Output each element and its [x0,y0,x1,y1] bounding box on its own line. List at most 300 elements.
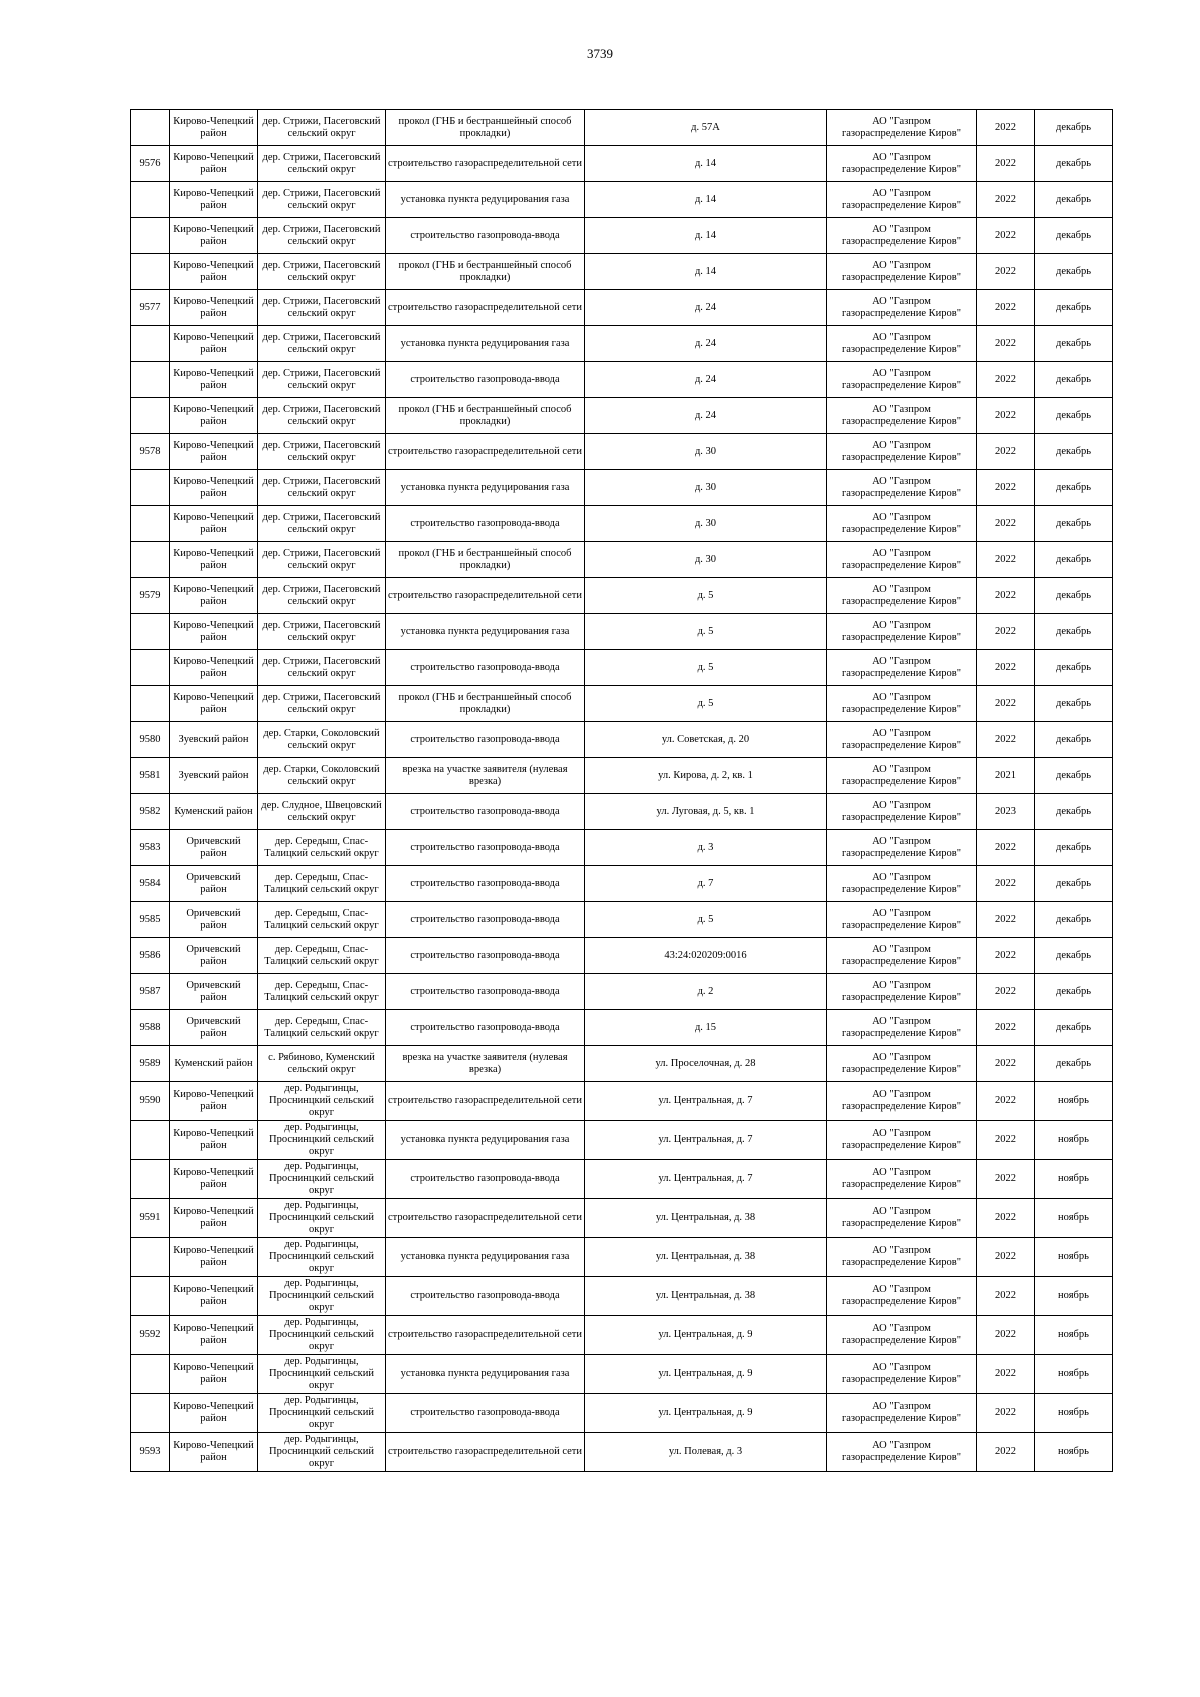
cell-month: декабрь [1035,1010,1113,1046]
cell-district: Кирово-Чепецкий район [170,470,258,506]
cell-year: 2022 [977,146,1035,182]
cell-district: Кирово-Чепецкий район [170,326,258,362]
cell-organization: АО "Газпром газораспределение Киров" [827,1082,977,1121]
cell-month: декабрь [1035,614,1113,650]
cell-number [131,1394,170,1433]
cell-district: Кирово-Чепецкий район [170,578,258,614]
cell-locality: дер. Родыгинцы, Проснинцкий сельский округ [258,1160,386,1199]
table-row [131,866,1113,902]
cell-work-type: установка пункта редуцирования газа [386,182,585,218]
cell-year: 2022 [977,938,1035,974]
cell-locality: дер. Стрижи, Пасеговский сельский округ [258,650,386,686]
cell-address: ул. Проселочная, д. 28 [585,1046,827,1082]
cell-organization: АО "Газпром газораспределение Киров" [827,326,977,362]
cell-work-type: строительство газопровода-ввода [386,830,585,866]
cell-address: ул. Луговая, д. 5, кв. 1 [585,794,827,830]
cell-month: декабрь [1035,578,1113,614]
cell-organization: АО "Газпром газораспределение Киров" [827,1199,977,1238]
cell-work-type: прокол (ГНБ и бестраншейный способ прокладки) [386,398,585,434]
cell-organization: АО "Газпром газораспределение Киров" [827,794,977,830]
cell-address: д. 2 [585,974,827,1010]
cell-month: ноябрь [1035,1121,1113,1160]
cell-district: Оричевский район [170,866,258,902]
table-row [131,1121,1113,1160]
cell-locality: дер. Стрижи, Пасеговский сельский округ [258,110,386,146]
cell-number: 9585 [131,902,170,938]
table-row [131,1433,1113,1472]
cell-month: декабрь [1035,974,1113,1010]
cell-month: декабрь [1035,398,1113,434]
cell-year: 2022 [977,506,1035,542]
cell-locality: дер. Середыш, Спас-Талицкий сельский округ [258,1010,386,1046]
cell-address: д. 14 [585,182,827,218]
cell-month: декабрь [1035,938,1113,974]
cell-work-type: строительство газопровода-ввода [386,1010,585,1046]
cell-month: декабрь [1035,326,1113,362]
cell-work-type: строительство газораспределительной сети [386,434,585,470]
cell-organization: АО "Газпром газораспределение Киров" [827,1121,977,1160]
cell-work-type: строительство газопровода-ввода [386,866,585,902]
cell-address: д. 30 [585,434,827,470]
cell-locality: дер. Стрижи, Пасеговский сельский округ [258,146,386,182]
cell-work-type: установка пункта редуцирования газа [386,470,585,506]
cell-locality: дер. Старки, Соколовский сельский округ [258,722,386,758]
cell-year: 2022 [977,542,1035,578]
cell-organization: АО "Газпром газораспределение Киров" [827,1355,977,1394]
cell-locality: дер. Родыгинцы, Проснинцкий сельский округ [258,1316,386,1355]
cell-work-type: строительство газопровода-ввода [386,974,585,1010]
cell-organization: АО "Газпром газораспределение Киров" [827,218,977,254]
cell-locality: дер. Стрижи, Пасеговский сельский округ [258,578,386,614]
cell-year: 2022 [977,830,1035,866]
cell-locality: дер. Стрижи, Пасеговский сельский округ [258,290,386,326]
cell-year: 2022 [977,578,1035,614]
cell-address: ул. Центральная, д. 9 [585,1394,827,1433]
cell-district: Кирово-Чепецкий район [170,1160,258,1199]
cell-work-type: строительство газораспределительной сети [386,1433,585,1472]
cell-locality: дер. Родыгинцы, Проснинцкий сельский округ [258,1199,386,1238]
cell-year: 2022 [977,1355,1035,1394]
cell-number: 9586 [131,938,170,974]
table-row [131,218,1113,254]
cell-work-type: установка пункта редуцирования газа [386,326,585,362]
cell-address: ул. Центральная, д. 7 [585,1121,827,1160]
cell-work-type: врезка на участке заявителя (нулевая врезка) [386,1046,585,1082]
table-row [131,182,1113,218]
cell-organization: АО "Газпром газораспределение Киров" [827,686,977,722]
cell-year: 2022 [977,1082,1035,1121]
table-row [131,758,1113,794]
cell-address: д. 5 [585,686,827,722]
cell-year: 2022 [977,290,1035,326]
cell-number [131,650,170,686]
table-row [131,290,1113,326]
cell-work-type: строительство газопровода-ввода [386,938,585,974]
table-row [131,614,1113,650]
cell-organization: АО "Газпром газораспределение Киров" [827,146,977,182]
cell-address: д. 30 [585,506,827,542]
cell-organization: АО "Газпром газораспределение Киров" [827,1010,977,1046]
cell-district: Кирово-Чепецкий район [170,1394,258,1433]
cell-number [131,218,170,254]
cell-number: 9593 [131,1433,170,1472]
cell-number: 9579 [131,578,170,614]
cell-number [131,1277,170,1316]
cell-organization: АО "Газпром газораспределение Киров" [827,542,977,578]
cell-month: декабрь [1035,434,1113,470]
cell-district: Кирово-Чепецкий район [170,1238,258,1277]
cell-organization: АО "Газпром газораспределение Киров" [827,1160,977,1199]
cell-number [131,398,170,434]
cell-district: Кирово-Чепецкий район [170,110,258,146]
cell-work-type: установка пункта редуцирования газа [386,1121,585,1160]
cell-month: декабрь [1035,110,1113,146]
cell-year: 2022 [977,434,1035,470]
cell-district: Зуевский район [170,722,258,758]
cell-organization: АО "Газпром газораспределение Киров" [827,866,977,902]
cell-number: 9578 [131,434,170,470]
cell-month: ноябрь [1035,1316,1113,1355]
cell-organization: АО "Газпром газораспределение Киров" [827,650,977,686]
cell-locality: дер. Стрижи, Пасеговский сельский округ [258,326,386,362]
cell-number: 9589 [131,1046,170,1082]
table-row [131,1394,1113,1433]
cell-district: Зуевский район [170,758,258,794]
cell-number [131,326,170,362]
cell-address: ул. Центральная, д. 38 [585,1277,827,1316]
cell-work-type: установка пункта редуцирования газа [386,1238,585,1277]
cell-year: 2022 [977,326,1035,362]
cell-locality: дер. Стрижи, Пасеговский сельский округ [258,362,386,398]
cell-year: 2021 [977,758,1035,794]
cell-organization: АО "Газпром газораспределение Киров" [827,758,977,794]
cell-address: д. 5 [585,902,827,938]
cell-work-type: установка пункта редуцирования газа [386,1355,585,1394]
cell-organization: АО "Газпром газораспределение Киров" [827,1238,977,1277]
cell-month: ноябрь [1035,1277,1113,1316]
cell-work-type: строительство газопровода-ввода [386,1394,585,1433]
cell-locality: дер. Родыгинцы, Проснинцкий сельский округ [258,1121,386,1160]
cell-month: декабрь [1035,830,1113,866]
cell-organization: АО "Газпром газораспределение Киров" [827,110,977,146]
cell-year: 2022 [977,1199,1035,1238]
cell-organization: АО "Газпром газораспределение Киров" [827,470,977,506]
table-row [131,398,1113,434]
cell-number: 9591 [131,1199,170,1238]
cell-year: 2022 [977,182,1035,218]
cell-address: д. 7 [585,866,827,902]
cell-work-type: строительство газораспределительной сети [386,1316,585,1355]
table-row [131,1160,1113,1199]
cell-district: Кирово-Чепецкий район [170,650,258,686]
cell-work-type: строительство газораспределительной сети [386,1199,585,1238]
cell-number: 9584 [131,866,170,902]
cell-month: декабрь [1035,686,1113,722]
cell-month: ноябрь [1035,1355,1113,1394]
cell-organization: АО "Газпром газораспределение Киров" [827,290,977,326]
cell-organization: АО "Газпром газораспределение Киров" [827,1277,977,1316]
cell-number: 9587 [131,974,170,1010]
cell-work-type: строительство газораспределительной сети [386,1082,585,1121]
cell-month: декабрь [1035,794,1113,830]
cell-work-type: прокол (ГНБ и бестраншейный способ прокладки) [386,254,585,290]
cell-district: Кирово-Чепецкий район [170,1355,258,1394]
cell-work-type: строительство газопровода-ввода [386,362,585,398]
cell-locality: дер. Середыш, Спас-Талицкий сельский округ [258,938,386,974]
table-row [131,1199,1113,1238]
cell-month: декабрь [1035,362,1113,398]
cell-work-type: строительство газораспределительной сети [386,578,585,614]
cell-district: Кирово-Чепецкий район [170,1433,258,1472]
cell-month: декабрь [1035,902,1113,938]
cell-month: ноябрь [1035,1238,1113,1277]
cell-number [131,110,170,146]
cell-month: декабрь [1035,506,1113,542]
cell-district: Кирово-Чепецкий район [170,290,258,326]
cell-locality: дер. Стрижи, Пасеговский сельский округ [258,614,386,650]
cell-number [131,1121,170,1160]
table-row [131,974,1113,1010]
cell-month: декабрь [1035,722,1113,758]
cell-organization: АО "Газпром газораспределение Киров" [827,938,977,974]
cell-work-type: строительство газопровода-ввода [386,1160,585,1199]
cell-district: Кирово-Чепецкий район [170,542,258,578]
cell-year: 2022 [977,398,1035,434]
cell-work-type: строительство газопровода-ввода [386,1277,585,1316]
cell-address: д. 5 [585,614,827,650]
cell-district: Куменский район [170,794,258,830]
cell-month: декабрь [1035,182,1113,218]
cell-locality: дер. Стрижи, Пасеговский сельский округ [258,182,386,218]
cell-organization: АО "Газпром газораспределение Киров" [827,614,977,650]
table-body [131,110,1113,1472]
table-row [131,902,1113,938]
cell-work-type: строительство газораспределительной сети [386,146,585,182]
cell-address: д. 15 [585,1010,827,1046]
cell-address: д. 3 [585,830,827,866]
cell-locality: дер. Родыгинцы, Проснинцкий сельский округ [258,1082,386,1121]
cell-address: ул. Советская, д. 20 [585,722,827,758]
cell-work-type: строительство газопровода-ввода [386,794,585,830]
cell-work-type: установка пункта редуцирования газа [386,614,585,650]
cell-address: д. 24 [585,398,827,434]
cell-month: ноябрь [1035,1394,1113,1433]
cell-number [131,506,170,542]
table-row [131,326,1113,362]
cell-number [131,1238,170,1277]
cell-work-type: строительство газопровода-ввода [386,722,585,758]
cell-address: 43:24:020209:0016 [585,938,827,974]
cell-month: ноябрь [1035,1082,1113,1121]
cell-number [131,470,170,506]
cell-address: д. 14 [585,254,827,290]
cell-month: ноябрь [1035,1433,1113,1472]
cell-organization: АО "Газпром газораспределение Киров" [827,1316,977,1355]
cell-locality: дер. Стрижи, Пасеговский сельский округ [258,686,386,722]
cell-year: 2022 [977,974,1035,1010]
cell-number: 9582 [131,794,170,830]
cell-organization: АО "Газпром газораспределение Киров" [827,362,977,398]
cell-district: Оричевский район [170,1010,258,1046]
table-row [131,362,1113,398]
cell-number [131,182,170,218]
table-row [131,938,1113,974]
cell-district: Оричевский район [170,938,258,974]
cell-month: декабрь [1035,254,1113,290]
cell-month: декабрь [1035,146,1113,182]
gas-works-table [130,109,1113,1472]
table-row [131,146,1113,182]
cell-work-type: строительство газопровода-ввода [386,218,585,254]
cell-year: 2022 [977,1010,1035,1046]
cell-year: 2022 [977,1121,1035,1160]
cell-number [131,1160,170,1199]
cell-number [131,1355,170,1394]
table-row [131,1316,1113,1355]
cell-locality: дер. Родыгинцы, Проснинцкий сельский округ [258,1394,386,1433]
cell-address: д. 24 [585,362,827,398]
cell-district: Кирово-Чепецкий район [170,1316,258,1355]
page-number: 3739 [587,46,613,61]
cell-address: д. 5 [585,650,827,686]
cell-district: Оричевский район [170,974,258,1010]
cell-month: декабрь [1035,218,1113,254]
cell-locality: дер. Родыгинцы, Проснинцкий сельский округ [258,1355,386,1394]
cell-year: 2022 [977,1394,1035,1433]
cell-year: 2022 [977,1238,1035,1277]
cell-number: 9581 [131,758,170,794]
cell-month: ноябрь [1035,1160,1113,1199]
cell-month: ноябрь [1035,1199,1113,1238]
cell-organization: АО "Газпром газораспределение Киров" [827,1394,977,1433]
table-row [131,254,1113,290]
cell-number: 9580 [131,722,170,758]
cell-address: ул. Кирова, д. 2, кв. 1 [585,758,827,794]
cell-address: д. 57А [585,110,827,146]
cell-number [131,614,170,650]
cell-number [131,686,170,722]
cell-district: Кирово-Чепецкий район [170,686,258,722]
cell-year: 2022 [977,362,1035,398]
cell-locality: дер. Середыш, Спас-Талицкий сельский округ [258,866,386,902]
cell-year: 2022 [977,650,1035,686]
cell-number: 9588 [131,1010,170,1046]
cell-year: 2022 [977,218,1035,254]
cell-year: 2022 [977,254,1035,290]
cell-address: д. 14 [585,218,827,254]
cell-organization: АО "Газпром газораспределение Киров" [827,722,977,758]
cell-address: ул. Центральная, д. 9 [585,1316,827,1355]
table-row [131,686,1113,722]
cell-locality: дер. Стрижи, Пасеговский сельский округ [258,218,386,254]
cell-locality: дер. Стрижи, Пасеговский сельский округ [258,398,386,434]
cell-district: Кирово-Чепецкий район [170,1199,258,1238]
cell-district: Кирово-Чепецкий район [170,1082,258,1121]
cell-address: ул. Центральная, д. 7 [585,1082,827,1121]
cell-number: 9592 [131,1316,170,1355]
table-row [131,794,1113,830]
cell-address: ул. Центральная, д. 38 [585,1238,827,1277]
cell-locality: дер. Середыш, Спас-Талицкий сельский округ [258,830,386,866]
cell-number: 9576 [131,146,170,182]
cell-locality: дер. Середыш, Спас-Талицкий сельский округ [258,902,386,938]
cell-work-type: врезка на участке заявителя (нулевая врезка) [386,758,585,794]
cell-district: Кирово-Чепецкий район [170,398,258,434]
cell-district: Кирово-Чепецкий район [170,614,258,650]
cell-month: декабрь [1035,1046,1113,1082]
cell-organization: АО "Газпром газораспределение Киров" [827,254,977,290]
cell-address: д. 5 [585,578,827,614]
cell-locality: дер. Родыгинцы, Проснинцкий сельский округ [258,1433,386,1472]
cell-organization: АО "Газпром газораспределение Киров" [827,398,977,434]
cell-locality: дер. Родыгинцы, Проснинцкий сельский округ [258,1277,386,1316]
cell-month: декабрь [1035,758,1113,794]
cell-month: декабрь [1035,542,1113,578]
cell-district: Кирово-Чепецкий район [170,362,258,398]
cell-work-type: строительство газопровода-ввода [386,902,585,938]
cell-year: 2022 [977,470,1035,506]
cell-year: 2022 [977,1433,1035,1472]
cell-year: 2022 [977,686,1035,722]
cell-address: ул. Центральная, д. 9 [585,1355,827,1394]
table-row [131,470,1113,506]
cell-locality: дер. Стрижи, Пасеговский сельский округ [258,506,386,542]
cell-district: Кирово-Чепецкий район [170,506,258,542]
cell-number [131,542,170,578]
cell-organization: АО "Газпром газораспределение Киров" [827,974,977,1010]
table-row [131,1355,1113,1394]
cell-locality: дер. Середыш, Спас-Талицкий сельский округ [258,974,386,1010]
table-row [131,1010,1113,1046]
cell-address: д. 30 [585,542,827,578]
cell-year: 2022 [977,110,1035,146]
cell-number: 9590 [131,1082,170,1121]
cell-number: 9577 [131,290,170,326]
table-row [131,830,1113,866]
cell-organization: АО "Газпром газораспределение Киров" [827,1433,977,1472]
table-row [131,542,1113,578]
cell-district: Кирово-Чепецкий район [170,254,258,290]
cell-district: Кирово-Чепецкий район [170,434,258,470]
table-row [131,1046,1113,1082]
cell-district: Кирово-Чепецкий район [170,1121,258,1160]
cell-district: Кирово-Чепецкий район [170,146,258,182]
cell-month: декабрь [1035,866,1113,902]
cell-locality: с. Рябиново, Куменский сельский округ [258,1046,386,1082]
table-row [131,1082,1113,1121]
cell-organization: АО "Газпром газораспределение Киров" [827,578,977,614]
cell-address: ул. Центральная, д. 7 [585,1160,827,1199]
cell-district: Оричевский район [170,830,258,866]
cell-address: ул. Центральная, д. 38 [585,1199,827,1238]
cell-organization: АО "Газпром газораспределение Киров" [827,434,977,470]
cell-locality: дер. Стрижи, Пасеговский сельский округ [258,542,386,578]
cell-work-type: прокол (ГНБ и бестраншейный способ прокладки) [386,542,585,578]
cell-year: 2022 [977,1160,1035,1199]
cell-month: декабрь [1035,650,1113,686]
cell-year: 2022 [977,614,1035,650]
cell-locality: дер. Слудное, Швецовский сельский округ [258,794,386,830]
cell-district: Оричевский район [170,902,258,938]
cell-locality: дер. Родыгинцы, Проснинцкий сельский округ [258,1238,386,1277]
table-row [131,1238,1113,1277]
cell-year: 2022 [977,722,1035,758]
cell-year: 2022 [977,1046,1035,1082]
cell-number: 9583 [131,830,170,866]
cell-locality: дер. Стрижи, Пасеговский сельский округ [258,470,386,506]
cell-organization: АО "Газпром газораспределение Киров" [827,182,977,218]
cell-address: д. 30 [585,470,827,506]
